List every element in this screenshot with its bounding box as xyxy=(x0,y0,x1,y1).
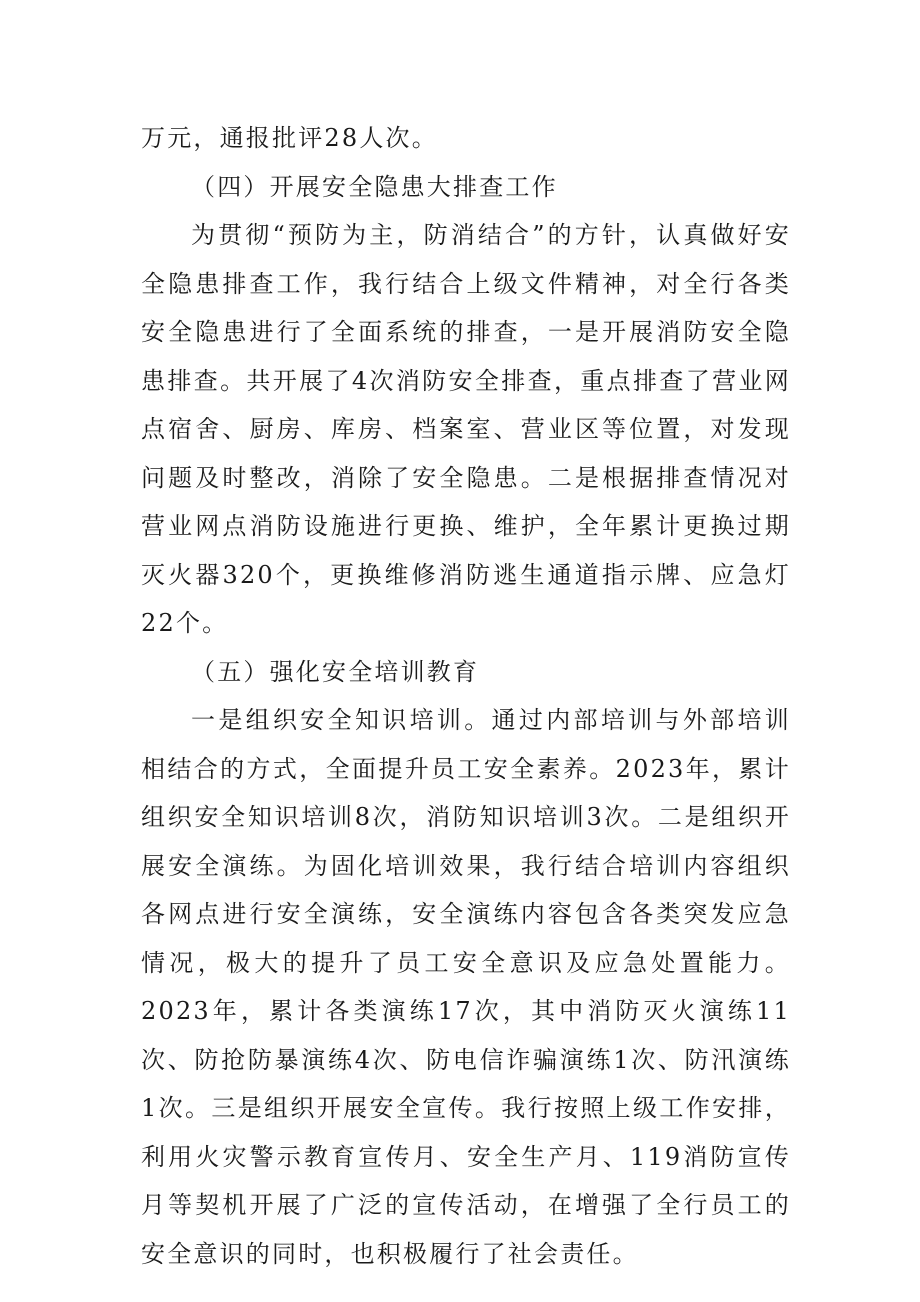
section-heading-4: （四）开展安全隐患大排查工作 xyxy=(191,172,558,201)
paragraph-hazard-inspection: 为贯彻“预防为主，防消结合”的方针，认真做好安全隐患排查工作，我行结合上级文件精神，对全行各类安全隐患进行了全面系统的排查，一是开展消防安全隐患排查。共开展了4次消防安全排查，重点排查了营业网点宿舍、厨房、库房、档案室、营业区等位置，对发现问题及时整改，消除了安全隐患。二是根据排查情况对营业网点消防设施进行更换、维护，全年累计更换过期灭火器320个，更换维修消防逃生通道指示牌、应急灯22个。 xyxy=(141,221,791,637)
paragraph-safety-training: 一是组织安全知识培训。通过内部培训与外部培训相结合的方式，全面提升员工安全素养。2023年，累计组织安全知识培训8次，消防知识培训3次。二是组织开展安全演练。为固化培训效果，我行结合培训内容组织各网点进行安全演练，安全演练内容包含各类突发应急情况，极大的提升了员工安全意识及应急处置能力。2023年，累计各类演练17次，其中消防灭火演练11次、防抢防暴演练4次、防电信诈骗演练1次、防汛演练1次。三是组织开展安全宣传。我行按照上级工作安排，利用火灾警示教育宣传月、安全生产月、119消防宣传月等契机开展了广泛的宣传活动，在增强了全行员工的安全意识的同时，也积极履行了社会责任。 xyxy=(141,706,791,1268)
section-heading-5: （五）强化安全培训教育 xyxy=(191,657,480,686)
paragraph-continuation: 万元，通报批评28人次。 xyxy=(141,124,438,152)
document-body xyxy=(141,114,791,1278)
